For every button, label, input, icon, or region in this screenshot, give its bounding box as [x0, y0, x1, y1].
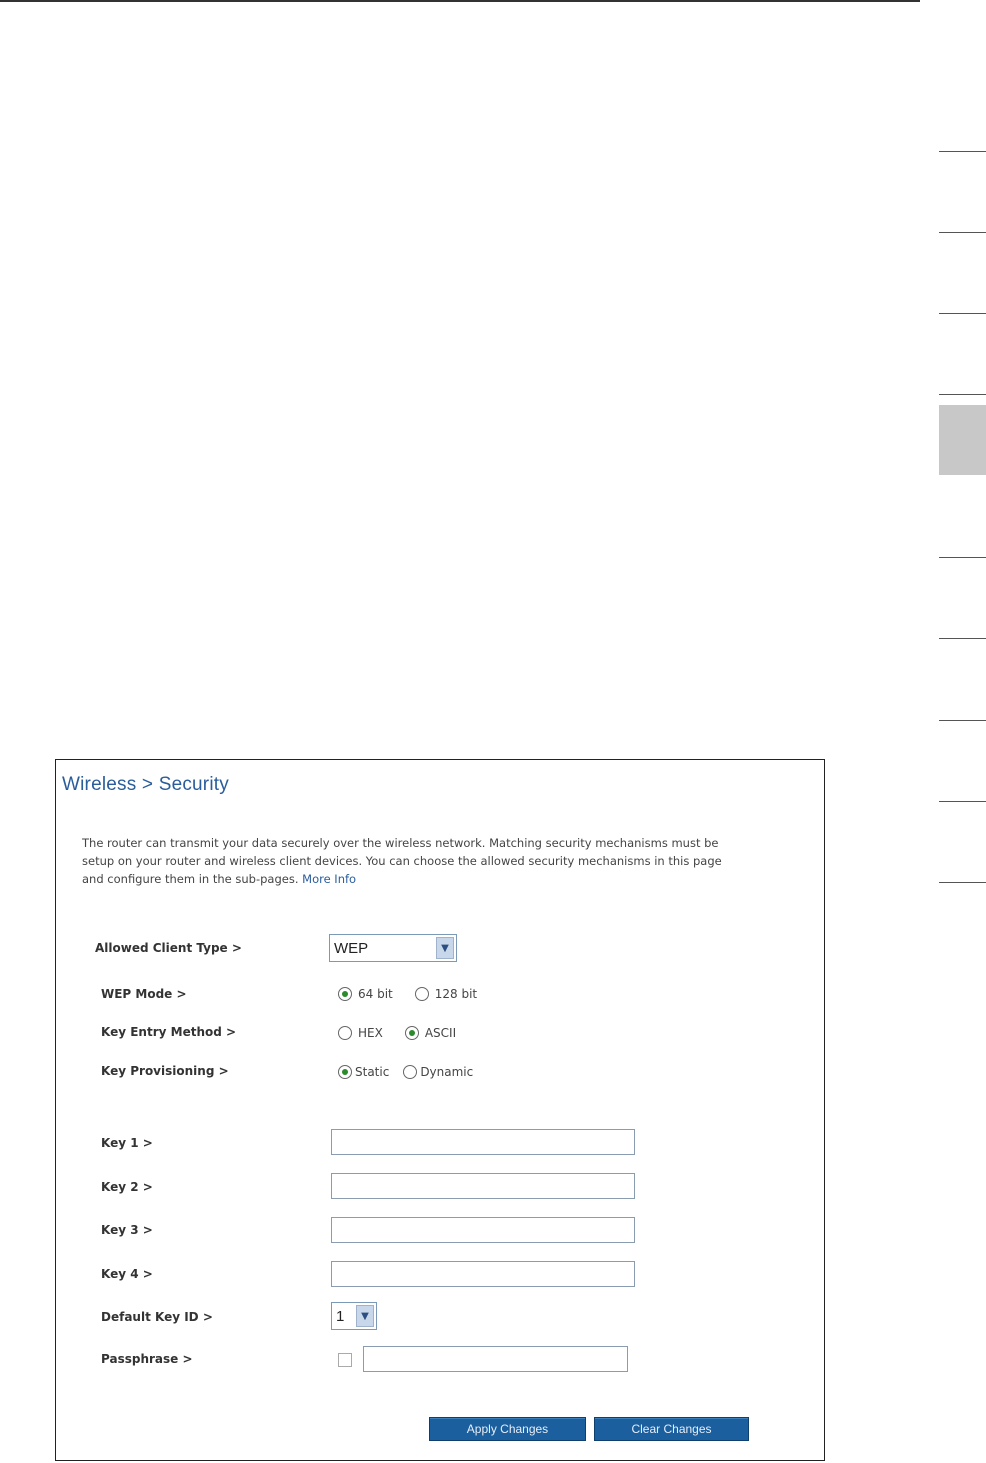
allowed-client-type-label: Allowed Client Type >	[95, 941, 242, 955]
side-rule	[939, 638, 986, 639]
passphrase-input[interactable]	[363, 1346, 628, 1372]
key-entry-method-label: Key Entry Method >	[101, 1025, 237, 1039]
key-4-input[interactable]	[331, 1261, 635, 1287]
side-rule	[939, 394, 986, 395]
wep-mode-label: WEP Mode >	[101, 987, 187, 1001]
section-tab-active	[939, 405, 986, 475]
side-rule	[939, 557, 986, 558]
key-entry-hex-radio[interactable]	[338, 1026, 352, 1040]
more-info-link[interactable]: More Info	[302, 872, 357, 886]
allowed-client-type-select[interactable]	[329, 934, 457, 962]
chevron-down-icon[interactable]: ▼	[356, 1305, 374, 1327]
side-rule	[939, 232, 986, 233]
intro-body: The router can transmit your data securely over the wireless network. Matching security mechanisms must be setup on your router and wireless client devices. You can choose the allowed security mechanisms in this page and configure them in the sub-pages.	[82, 836, 722, 886]
default-key-id-select[interactable]	[331, 1302, 377, 1330]
wep-mode-64-label: 64 bit	[358, 987, 393, 1001]
key-entry-ascii-radio[interactable]	[405, 1026, 419, 1040]
side-rule	[939, 151, 986, 152]
chevron-down-icon[interactable]: ▼	[436, 937, 454, 959]
key-provisioning-label: Key Provisioning >	[101, 1064, 229, 1078]
key-3-label: Key 3 >	[101, 1223, 153, 1237]
key-4-label: Key 4 >	[101, 1267, 153, 1281]
passphrase-label: Passphrase >	[101, 1352, 193, 1366]
side-rule	[939, 801, 986, 802]
intro-text	[82, 834, 742, 888]
key-2-label: Key 2 >	[101, 1180, 153, 1194]
top-rule	[0, 0, 920, 2]
clear-changes-button[interactable]: Clear Changes	[594, 1417, 749, 1441]
key-entry-ascii-label: ASCII	[424, 1026, 457, 1040]
passphrase-checkbox[interactable]	[338, 1353, 352, 1367]
key-provisioning-dynamic-radio[interactable]	[403, 1065, 417, 1079]
key-provisioning-radio-group	[338, 1065, 473, 1079]
wep-mode-64-radio[interactable]	[338, 987, 352, 1001]
key-1-input[interactable]	[331, 1129, 635, 1155]
router-screenshot-frame	[55, 759, 825, 1461]
side-rule	[939, 882, 986, 883]
key-entry-method-radio-group	[338, 1026, 456, 1040]
allowed-client-type-value: WEP	[334, 939, 369, 957]
key-2-input[interactable]	[331, 1173, 635, 1199]
apply-changes-button[interactable]: Apply Changes	[429, 1417, 586, 1441]
key-provisioning-static-radio[interactable]	[338, 1065, 352, 1079]
wep-mode-radio-group	[338, 987, 477, 1001]
key-3-input[interactable]	[331, 1217, 635, 1243]
default-key-id-value: 1	[336, 1307, 345, 1325]
side-rule	[939, 720, 986, 721]
key-entry-hex-label: HEX	[358, 1026, 383, 1040]
key-1-label: Key 1 >	[101, 1136, 153, 1150]
side-rule	[939, 313, 986, 314]
wep-mode-128-radio[interactable]	[415, 987, 429, 1001]
key-provisioning-static-label: Static	[355, 1065, 390, 1079]
key-provisioning-dynamic-label: Dynamic	[420, 1065, 474, 1079]
default-key-id-label: Default Key ID >	[101, 1310, 213, 1324]
wep-mode-128-label: 128 bit	[434, 987, 478, 1001]
page-title: Wireless > Security	[62, 774, 229, 795]
